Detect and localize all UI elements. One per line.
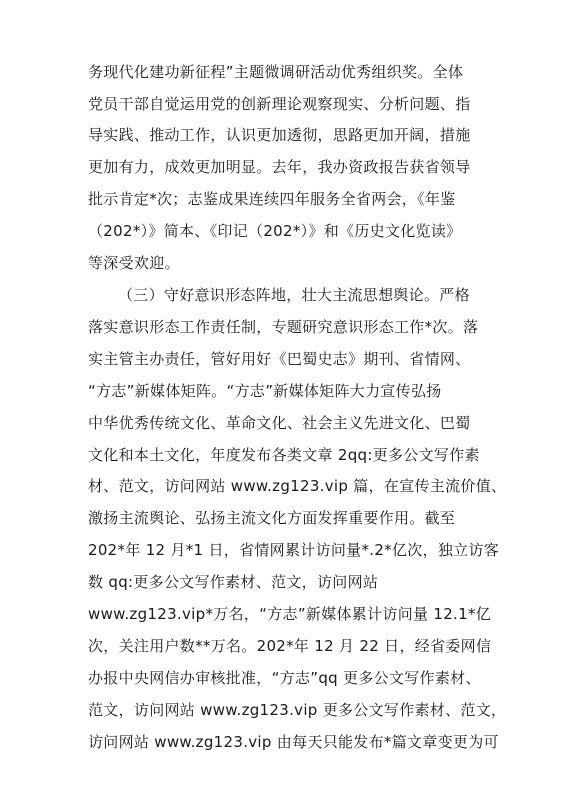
text-line: www.zg123.vip*万名，“方志”新媒体累计访问量 12.1*亿 [88,605,492,623]
text-line: 范文，访问网站 www.zg123.vip 更多公文写作素材、范文， [88,701,507,719]
text-line: 材、范文，访问网站 www.zg123.vip 篇，在宣传主流价值、 [88,477,507,495]
text-line: 等深受欢迎。 [88,254,180,272]
text-line: 访问网站 www.zg123.vip 由每天只能发布*篇文章变更为可 [88,733,499,751]
text-line: 激扬主流舆论、弘扬主流文化方面发挥重要作用。截至 [88,509,456,527]
text-line: 批示肯定*次；志鉴成果连续四年服务全省两会，《年鉴 [88,190,456,208]
text-line: 中华优秀传统文化、革命文化、社会主义先进文化、巴蜀 [88,414,471,432]
text-line: 办报中央网信办审核批准，“方志”qq 更多公文写作素材、 [88,669,481,687]
text-line: （202*）》简本、《印记（202*）》和《历史文化览读》 [88,222,462,240]
text-line: 数 qq:更多公文写作素材、范文，访问网站 [88,573,379,591]
text-line: 更加有力，成效更加明显。去年，我办资政报告获省领导 [88,158,471,176]
text-line: 党员干部自觉运用党的创新理论观察现实、分析问题、指 [88,95,471,113]
text-line: 次，关注用户数**万名。202*年 12 月 22 日，经省委网信 [88,637,492,655]
section-heading-line: （三）守好意识形态阵地，壮大主流思想舆论。严格 [118,286,470,304]
text-line: 实主管主办责任，管好用好《巴蜀史志》期刊、省情网、 [88,350,471,368]
text-line: “方志”新媒体矩阵。“方志”新媒体矩阵大力宣传弘扬 [88,382,442,400]
text-line: 202*年 12 月*1 日，省情网累计访问量*.2*亿次，独立访客 [88,541,500,559]
text-line: 落实意识形态工作责任制，专题研究意识形态工作*次。落 [88,318,479,336]
text-line: 务现代化建功新征程”主题微调研活动优秀组织奖。全体 [88,63,464,81]
text-line: 文化和本土文化，年度发布各类文章 2qq:更多公文写作素 [88,446,480,464]
text-line: 导实践、推动工作，认识更加透彻，思路更加开阔，措施 [88,126,471,144]
